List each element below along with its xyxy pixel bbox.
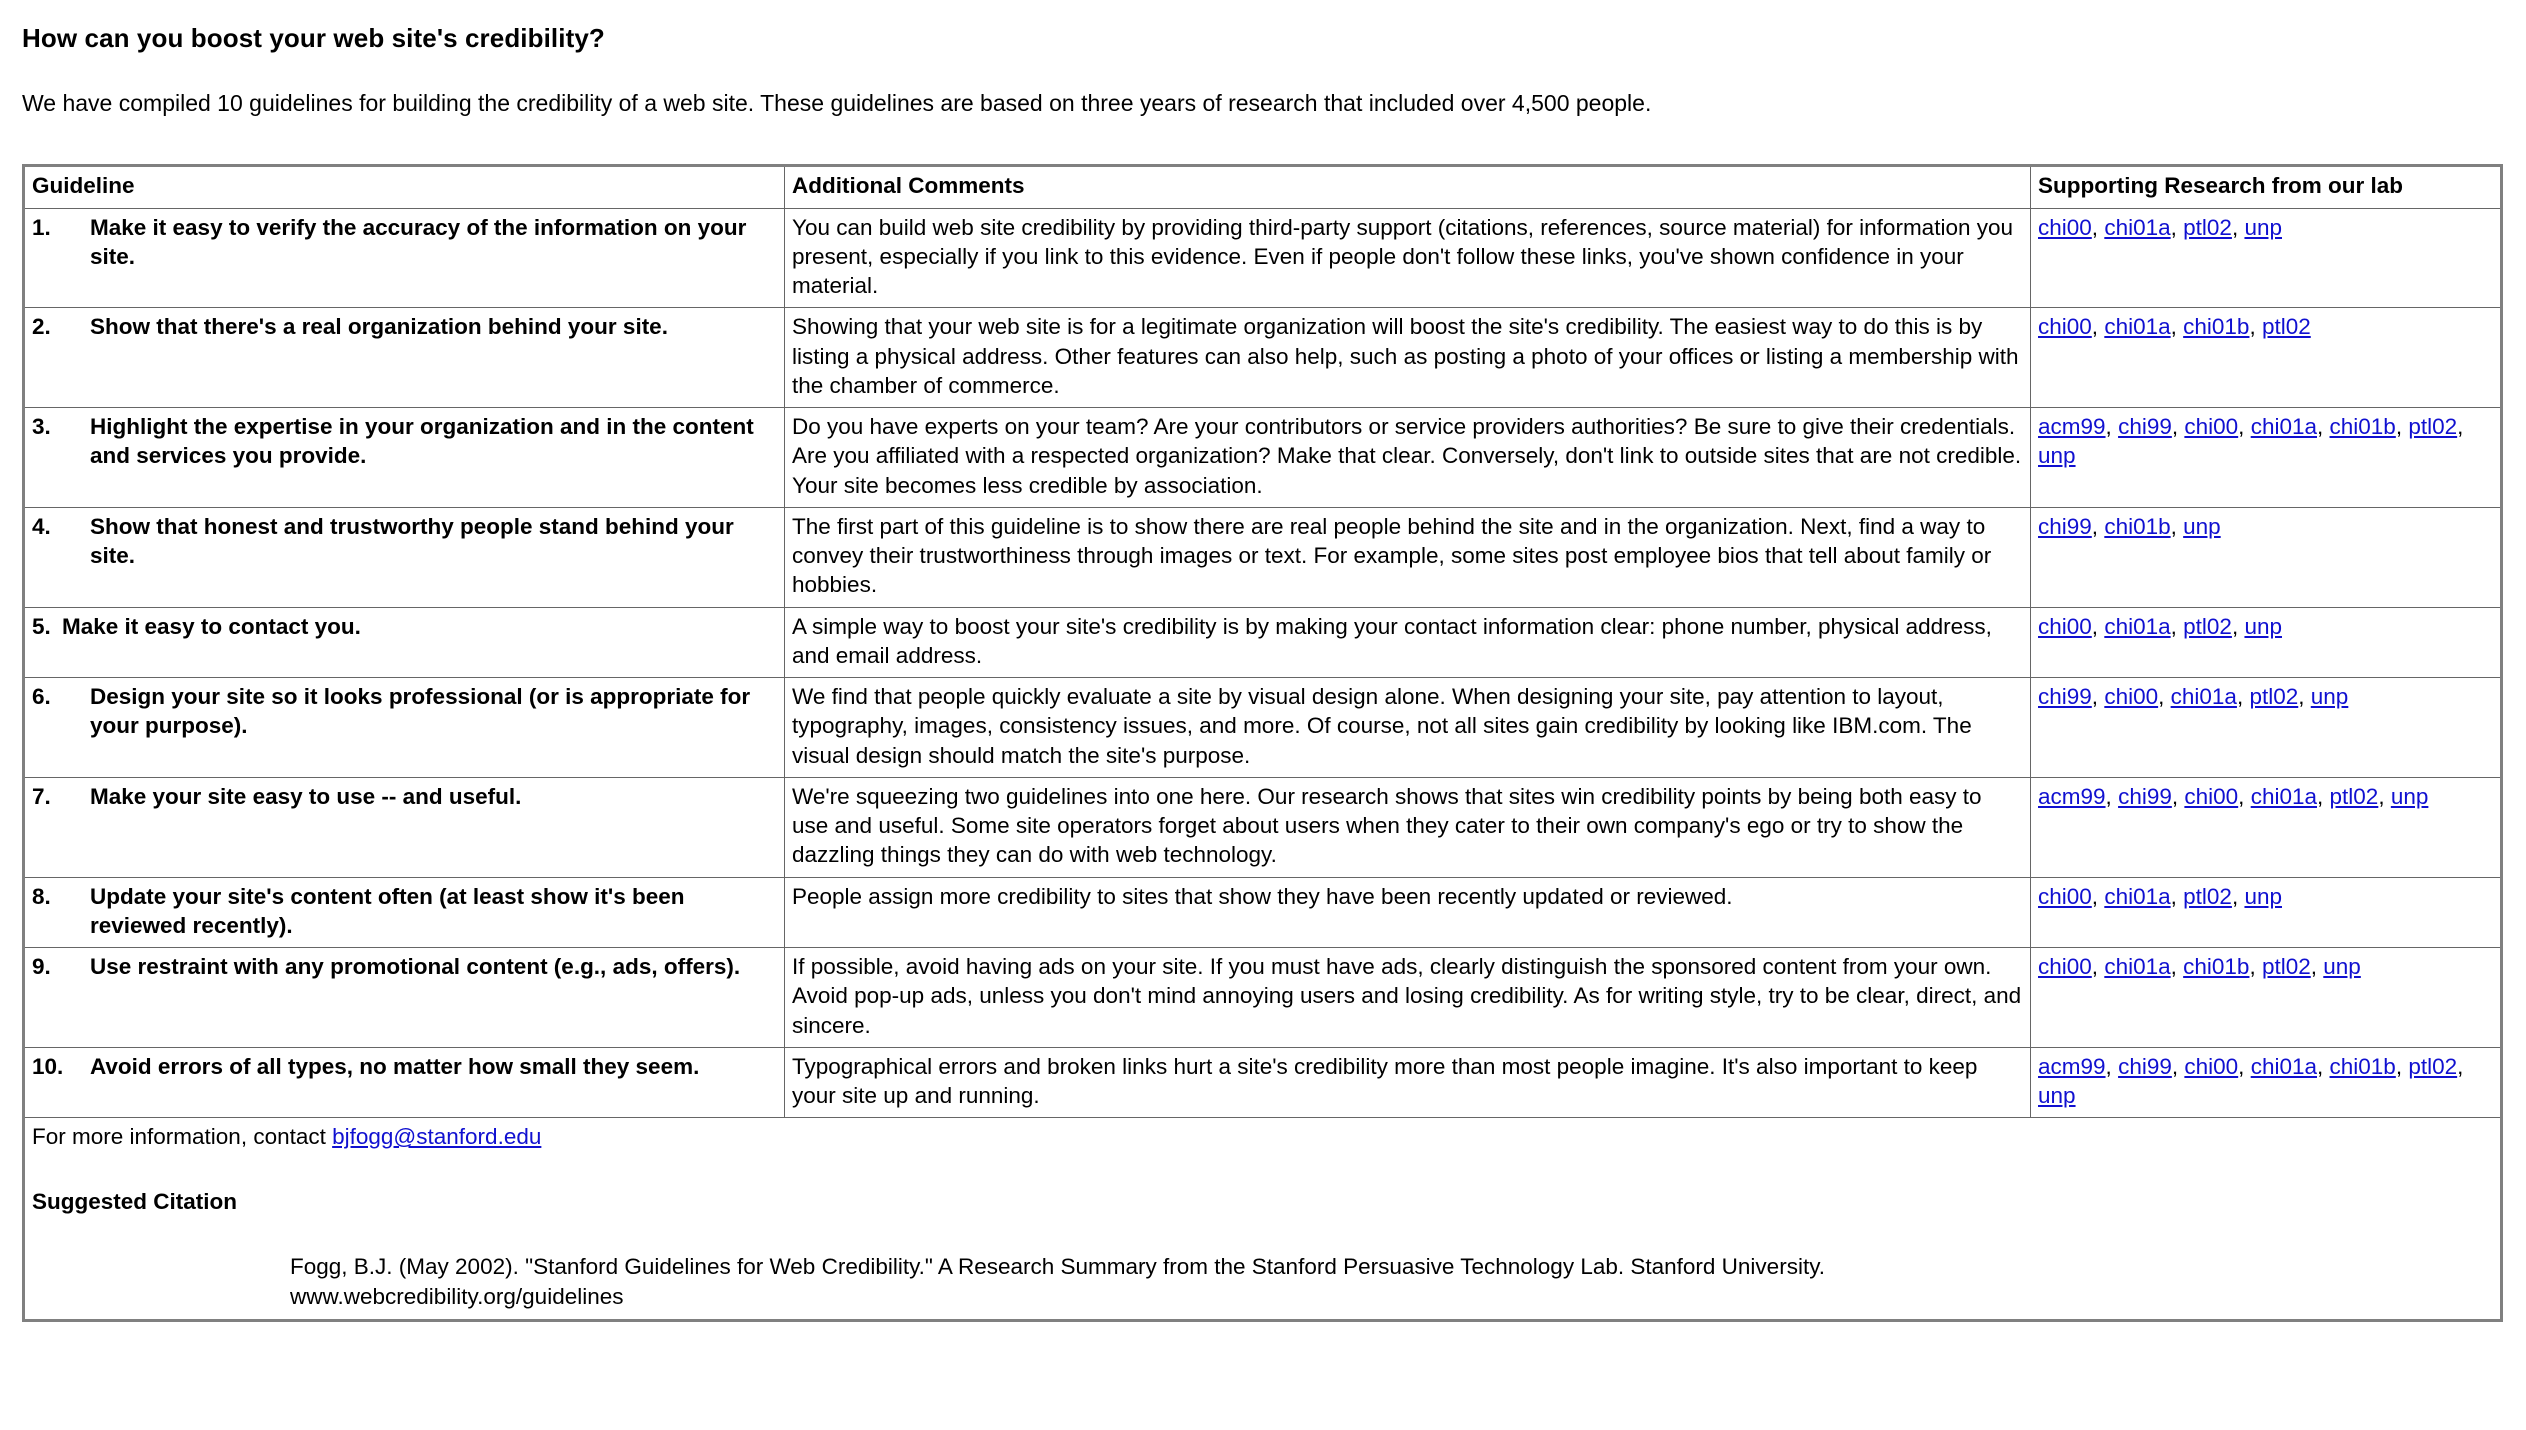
research-separator: , <box>2091 513 2105 539</box>
comment-text: Showing that your web site is for a legitimate organization will boost the site's credibility. The easiest way to do this is by listing a physical address. Other features can also help, such as posting a photo of your offices or listing a membership with the chamber of commerce. <box>792 314 2019 398</box>
guideline-number: 9. <box>32 954 51 980</box>
guideline-wrapper <box>32 1052 777 1081</box>
research-link[interactable]: ptl02 <box>2329 783 2379 809</box>
page-title: How can you boost your web site's credibility? <box>22 23 605 53</box>
table-row <box>24 408 2502 508</box>
research-separator: , <box>2317 783 2330 809</box>
research-link[interactable]: acm99 <box>2038 414 2106 440</box>
comment-text: A simple way to boost your site's credibility is by making your contact information clear: phone number, physical address, and email address. <box>792 613 1992 668</box>
research-link[interactable]: chi01a <box>2104 613 2171 639</box>
research-separator: , <box>2091 214 2105 240</box>
guideline-number: 7. <box>32 783 51 809</box>
research-link[interactable]: chi01a <box>2250 414 2317 440</box>
comment-text: The first part of this guideline is to show there are real people behind the site and in the organization. Next, find a way to convey their trustworthiness through images or text. For example, some sites post employee bios that tell about family or hobbies. <box>792 513 1992 598</box>
research-separator: , <box>2171 783 2185 809</box>
footer-cell <box>24 1118 2502 1320</box>
guideline-cell <box>24 1047 785 1118</box>
table-row <box>24 507 2502 607</box>
comments-cell <box>785 308 2031 408</box>
research-link[interactable]: chi99 <box>2118 414 2172 440</box>
guideline-wrapper <box>32 512 777 571</box>
research-link[interactable]: chi00 <box>2038 883 2092 909</box>
research-link[interactable]: chi00 <box>2184 414 2239 440</box>
research-link[interactable]: unp <box>2244 613 2282 639</box>
comments-cell <box>785 208 2031 308</box>
research-link[interactable]: chi01a <box>2104 214 2171 240</box>
research-cell <box>2031 308 2502 408</box>
research-separator: , <box>2378 783 2391 809</box>
research-link[interactable]: unp <box>2244 883 2282 909</box>
comments-cell <box>785 678 2031 778</box>
table-row <box>24 877 2502 948</box>
column-header-comments: Additional Comments <box>785 166 2031 208</box>
research-link[interactable]: ptl02 <box>2183 613 2232 639</box>
research-separator: , <box>2317 414 2330 440</box>
research-cell <box>2031 607 2502 678</box>
research-separator: , <box>2105 783 2119 809</box>
research-cell <box>2031 678 2502 778</box>
research-link[interactable]: chi00 <box>2184 783 2239 809</box>
research-link[interactable]: chi99 <box>2038 513 2092 539</box>
guideline-number: 8. <box>32 883 51 909</box>
table-body <box>24 208 2502 1118</box>
guideline-cell <box>24 777 785 877</box>
research-link[interactable]: chi01a <box>2104 883 2171 909</box>
research-link[interactable]: chi01b <box>2183 954 2250 980</box>
guideline-text: Update your site's content often (at least show it's been reviewed recently). <box>90 883 685 938</box>
table-row <box>24 777 2502 877</box>
research-link[interactable]: chi01b <box>2183 314 2250 340</box>
research-link[interactable]: unp <box>2038 1083 2076 1109</box>
guideline-text: Show that honest and trustworthy people stand behind your site. <box>90 513 734 569</box>
table-row <box>24 1047 2502 1118</box>
research-link[interactable]: chi01a <box>2104 314 2171 340</box>
citation-text <box>32 1252 2493 1312</box>
contact-prefix: For more information, contact <box>32 1124 333 1150</box>
research-link[interactable]: unp <box>2244 214 2282 240</box>
research-link[interactable]: acm99 <box>2038 783 2106 809</box>
guideline-number: 5. <box>32 613 51 639</box>
research-separator: , <box>2457 414 2464 440</box>
comments-cell <box>785 607 2031 678</box>
research-separator: , <box>2457 1053 2464 1079</box>
research-link[interactable]: ptl02 <box>2249 684 2299 710</box>
guideline-text: Make your site easy to use -- and useful. <box>90 783 522 809</box>
comment-text: You can build web site credibility by providing third-party support (citations, references, source material) for information you present, especially if you link to this evidence. Even if people don't follow these links, you've shown confidence in your material. <box>792 214 2013 299</box>
contact-email-link[interactable]: bjfogg@stanford.edu <box>332 1124 542 1150</box>
research-separator: , <box>2231 883 2245 909</box>
research-separator: , <box>2170 954 2184 980</box>
research-link[interactable]: chi99 <box>2118 783 2172 809</box>
comment-text: Do you have experts on your team? Are your contributors or service providers authorities? Be sure to give their credentials. Are you affiliated with a respected organization? Make that clear. Conversely, don't link to outside sites that are not credible. Your site becomes less credible by association. <box>792 414 2022 498</box>
guideline-wrapper <box>32 782 777 811</box>
column-header-guideline: Guideline <box>24 166 785 208</box>
guideline-number: 1. <box>32 214 51 240</box>
citation-heading: Suggested Citation <box>32 1188 238 1214</box>
research-separator: , <box>2170 883 2184 909</box>
guideline-wrapper <box>32 682 777 741</box>
research-link[interactable]: unp <box>2323 954 2361 980</box>
research-link[interactable]: ptl02 <box>2408 414 2458 440</box>
research-link[interactable]: chi00 <box>2038 314 2092 340</box>
guideline-number: 2. <box>32 314 51 340</box>
guideline-number: 3. <box>32 414 51 440</box>
guideline-number: 10. <box>32 1053 64 1079</box>
guideline-text: Make it easy to contact you. <box>62 613 361 639</box>
table-row <box>24 208 2502 308</box>
guideline-text: Make it easy to verify the accuracy of the information on your site. <box>90 214 747 269</box>
comment-text: People assign more credibility to sites that show they have been recently updated or reviewed. <box>792 883 1733 909</box>
table-row <box>24 678 2502 778</box>
comments-cell <box>785 1047 2031 1118</box>
research-link[interactable]: unp <box>2310 684 2349 710</box>
guideline-number: 4. <box>32 513 51 539</box>
table-header-row <box>24 166 2502 208</box>
research-separator: , <box>2249 314 2262 340</box>
comment-text: Typographical errors and broken links hurt a site's credibility more than most people imagine. It's also important to keep your site up and running. <box>792 1053 1978 1109</box>
research-link[interactable]: chi00 <box>2104 684 2159 710</box>
guideline-text: Design your site so it looks professional (or is appropriate for your purpose). <box>90 684 751 739</box>
guideline-wrapper <box>32 412 777 471</box>
research-link[interactable]: chi00 <box>2038 954 2092 980</box>
comment-text: We're squeezing two guidelines into one here. Our research shows that sites win credibility points by being both easy to use and useful. Some site operators forget about users when they cater to their own company's ego or try to show the dazzling things they can do with web technology. <box>792 783 1982 868</box>
guideline-text: Use restraint with any promotional content (e.g., ads, offers). <box>90 954 741 980</box>
research-link[interactable]: ptl02 <box>2408 1053 2458 1079</box>
research-cell <box>2031 877 2502 948</box>
guideline-number: 6. <box>32 684 51 710</box>
citation-line-2: www.webcredibility.org/guidelines <box>290 1283 624 1309</box>
guideline-text: Highlight the expertise in your organization and in the content and services you provide. <box>90 414 754 469</box>
table-footer-row <box>24 1118 2502 1320</box>
intro-paragraph: We have compiled 10 guidelines for building the credibility of a web site. These guidelines are based on three years of research that included over 4,500 people. <box>22 89 1652 116</box>
research-separator: , <box>2310 954 2324 980</box>
research-separator: , <box>2236 684 2250 710</box>
research-link[interactable]: ptl02 <box>2261 954 2311 980</box>
contact-line <box>32 1122 2493 1152</box>
research-link[interactable]: ptl02 <box>2183 214 2232 240</box>
guideline-cell <box>24 408 785 508</box>
guideline-wrapper <box>32 312 777 341</box>
comments-cell <box>785 408 2031 508</box>
comments-cell <box>785 877 2031 948</box>
research-separator: , <box>2170 613 2184 639</box>
research-link[interactable]: chi01a <box>2104 954 2171 980</box>
research-cell <box>2031 507 2502 607</box>
research-link[interactable]: chi99 <box>2038 684 2092 710</box>
guideline-wrapper <box>32 612 777 641</box>
research-separator: , <box>2171 414 2185 440</box>
table-row <box>24 948 2502 1048</box>
research-link[interactable]: unp <box>2390 783 2429 809</box>
research-link[interactable]: chi01b <box>2329 414 2396 440</box>
research-cell <box>2031 408 2502 508</box>
research-link[interactable]: ptl02 <box>2261 314 2311 340</box>
guidelines-table <box>22 164 2503 1321</box>
research-link[interactable]: acm99 <box>2038 1053 2106 1079</box>
research-cell <box>2031 208 2502 308</box>
research-link[interactable]: chi99 <box>2118 1053 2172 1079</box>
research-cell <box>2031 1047 2502 1118</box>
research-separator: , <box>2238 414 2251 440</box>
guideline-cell <box>24 948 785 1048</box>
research-separator: , <box>2395 414 2409 440</box>
table-row <box>24 607 2502 678</box>
guideline-cell <box>24 678 785 778</box>
research-separator: , <box>2171 1053 2185 1079</box>
research-link[interactable]: chi01a <box>2170 684 2237 710</box>
research-link[interactable]: chi00 <box>2038 214 2092 240</box>
research-cell <box>2031 948 2502 1048</box>
research-separator: , <box>2238 1053 2251 1079</box>
research-link[interactable]: chi00 <box>2038 613 2092 639</box>
column-header-research: Supporting Research from our lab <box>2031 166 2502 208</box>
guideline-text: Show that there's a real organization behind your site. <box>90 314 668 340</box>
comment-text: We find that people quickly evaluate a site by visual design alone. When designing your site, pay attention to layout, typography, images, consistency issues, and more. Of course, not all sites gain credibility by looking like IBM.com. The visual design should match the site's purpose. <box>792 684 1972 768</box>
research-separator: , <box>2091 883 2105 909</box>
research-separator: , <box>2158 684 2171 710</box>
comments-cell <box>785 948 2031 1048</box>
research-link[interactable]: chi01a <box>2250 783 2317 809</box>
research-link[interactable]: chi01b <box>2104 513 2171 539</box>
comments-cell <box>785 777 2031 877</box>
guideline-cell <box>24 877 785 948</box>
guideline-wrapper <box>32 882 777 941</box>
guideline-cell <box>24 507 785 607</box>
research-separator: , <box>2170 513 2184 539</box>
research-separator: , <box>2298 684 2311 710</box>
guideline-cell <box>24 208 785 308</box>
comments-cell <box>785 507 2031 607</box>
guideline-wrapper <box>32 213 777 272</box>
research-separator: , <box>2317 1053 2330 1079</box>
research-separator: , <box>2091 954 2105 980</box>
research-separator: , <box>2231 214 2245 240</box>
research-cell <box>2031 777 2502 877</box>
comment-text: If possible, avoid having ads on your site. If you must have ads, clearly distinguish the sponsored content from your own. Avoid pop-up ads, unless you don't mind annoying users and losing credibility. As for writing style, try to be clear, direct, and sincere. <box>792 954 2022 1038</box>
research-separator: , <box>2091 684 2105 710</box>
research-separator: , <box>2231 613 2245 639</box>
guideline-text: Avoid errors of all types, no matter how small they seem. <box>90 1053 700 1079</box>
citation-line-1: Fogg, B.J. (May 2002). "Stanford Guidelines for Web Credibility." A Research Summary from the Stanford Persuasive Technology Lab. Stanford University. <box>290 1253 1826 1279</box>
research-separator: , <box>2249 954 2262 980</box>
research-separator: , <box>2395 1053 2409 1079</box>
research-separator: , <box>2105 1053 2119 1079</box>
research-link[interactable]: ptl02 <box>2183 883 2232 909</box>
research-separator: , <box>2091 314 2105 340</box>
research-link[interactable]: chi00 <box>2184 1053 2239 1079</box>
table-row <box>24 308 2502 408</box>
research-separator: , <box>2091 613 2105 639</box>
research-separator: , <box>2170 314 2184 340</box>
research-link[interactable]: chi01b <box>2329 1053 2396 1079</box>
research-separator: , <box>2170 214 2184 240</box>
research-separator: , <box>2105 414 2119 440</box>
research-separator: , <box>2238 783 2251 809</box>
guideline-cell <box>24 607 785 678</box>
guideline-cell <box>24 308 785 408</box>
guideline-wrapper <box>32 952 777 981</box>
research-link[interactable]: unp <box>2038 443 2076 469</box>
research-link[interactable]: chi01a <box>2250 1053 2317 1079</box>
research-link[interactable]: unp <box>2183 513 2221 539</box>
